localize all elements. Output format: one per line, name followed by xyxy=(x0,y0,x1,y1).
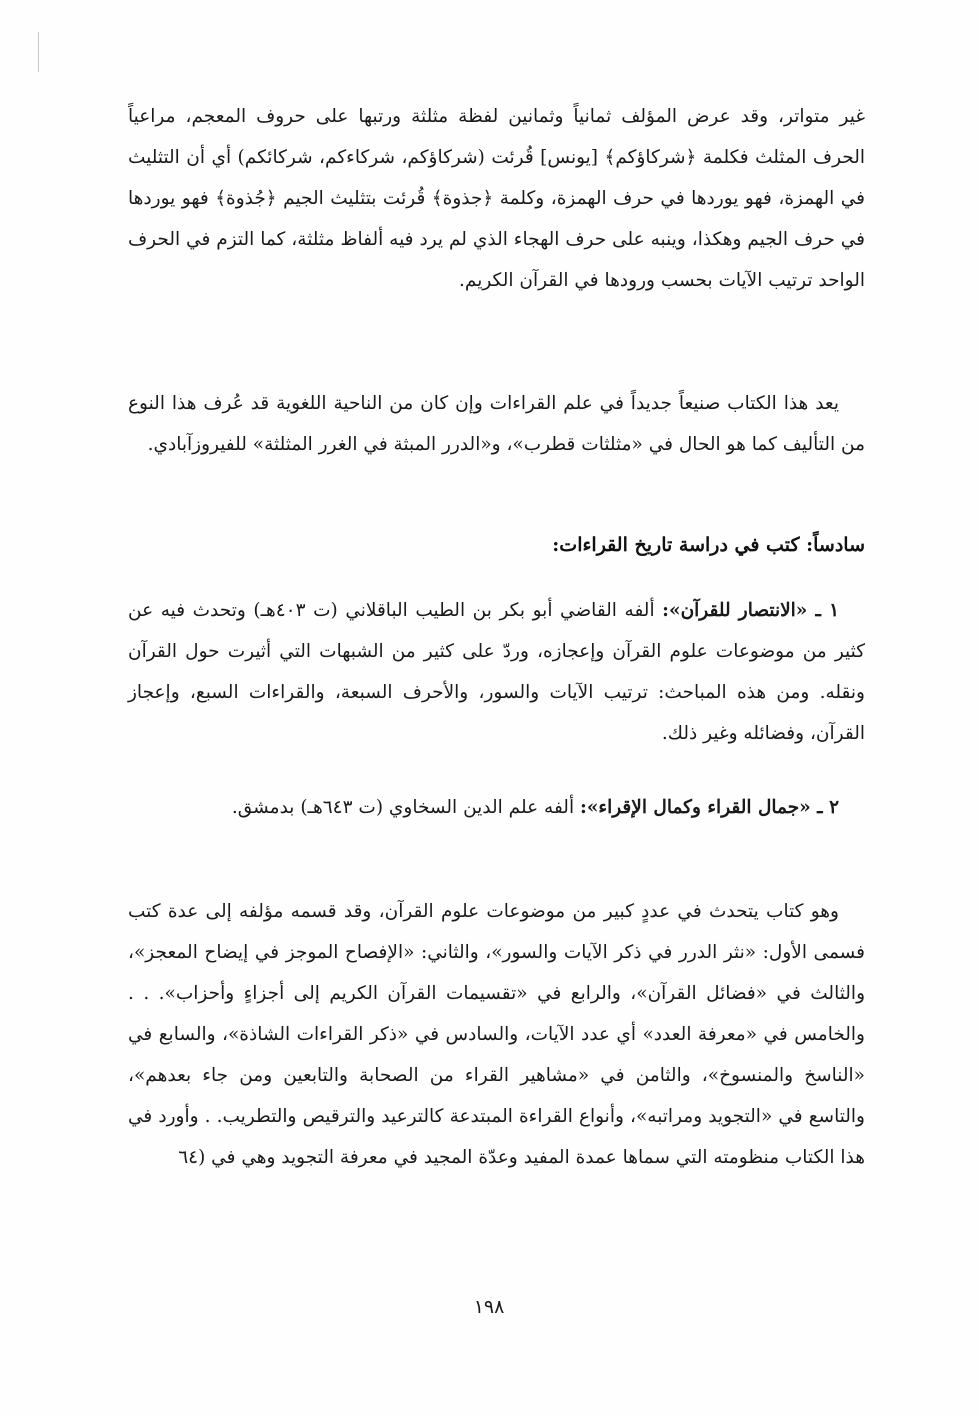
page-number: ١٩٨ xyxy=(473,1296,505,1318)
paragraph-jamal-al-qurra xyxy=(128,891,865,1178)
paragraph-new-work xyxy=(128,383,865,465)
paragraph-text: يعد هذا الكتاب صنيعاً جديداً في علم القراءات وإن كان من الناحية اللغوية قد عُرف هذا النوع من التأليف كما هو الحال في «مثلثات قطرب»، و«الدرر المبثة في الغرر المثلثة» للفيروزآبادي. xyxy=(128,393,865,455)
paragraph-mushallathat xyxy=(128,96,865,301)
item-title: ١ ـ «الانتصار للقرآن»: xyxy=(662,600,839,621)
paragraph-text: وهو كتاب يتحدث في عددٍ كبير من موضوعات علوم القرآن، وقد قسمه مؤلفه إلى عدة كتب فسمى الأول: «نثر الدرر في ذكر الآيات والسور»، والثاني: «الإفصاح الموجز في إيضاح المعجز»، والثالث في «فضائل القرآن»، والرابع في «تقسيمات القرآن الكريم إلى أجزاءٍ وأحزاب». . . والخامس في «معرفة العدد» أي عدد الآيات، والسادس في «ذكر القراءات الشاذة»، والسابع في «الناسخ والمنسوخ»، والثامن في «مشاهير القراء من الصحابة والتابعين ومن جاء بعدهم»، والتاسع في «التجويد ومراتبه»، وأنواع القراءة المبتدعة كالترعيد والترقيص والتطريب. . وأورد في هذا الكتاب منظومته التي سماها عمدة المفيد وعدّة المجيد في معرفة التجويد وهي في (٦٤ xyxy=(128,901,865,1168)
item-body: ألفه القاضي أبو بكر بن الطيب الباقلاني (ت ٤٠٣هـ) وتحدث فيه عن كثير من موضوعات علوم القرآن وإعجازه، وردّ على كثير من الشبهات التي أثيرت حول القرآن ونقله. ومن هذه المباحث: ترتيب الآيات والسور، والأحرف السبعة، والقراءات السبع، وإعجاز القرآن، وفضائله وغير ذلك. xyxy=(128,600,865,744)
list-item-2 xyxy=(128,787,865,828)
scan-edge-mark xyxy=(38,32,39,72)
list-item-1 xyxy=(128,590,865,754)
paragraph-text: غير متواتر، وقد عرض المؤلف ثمانياً وثمانين لفظة مثلثة ورتبها على حروف المعجم، مراعياً الحرف المثلث فكلمة ﴿شركاؤكم﴾ [يونس] قُرئت (شركاؤكم، شركاءكم، شركائكم) أي أن التثليث في الهمزة، فهو يوردها في حرف الهمزة، وكلمة ﴿جذوة﴾ قُرئت بتثليث الجيم ﴿جُذوة﴾ فهو يوردها في حرف الجيم وهكذا، وينبه على حرف الهجاء الذي لم يرد فيه ألفاظ مثلثة، كما التزم في الحرف الواحد ترتيب الآيات بحسب ورودها في القرآن الكريم. xyxy=(128,106,865,291)
item-title: ٢ ـ «جمال القراء وكمال الإقراء»: xyxy=(579,797,839,818)
item-body: ألفه علم الدين السخاوي (ت ٦٤٣هـ) بدمشق. xyxy=(231,797,580,818)
section-heading: سادساً: كتب في دراسة تاريخ القراءات: xyxy=(552,534,865,556)
